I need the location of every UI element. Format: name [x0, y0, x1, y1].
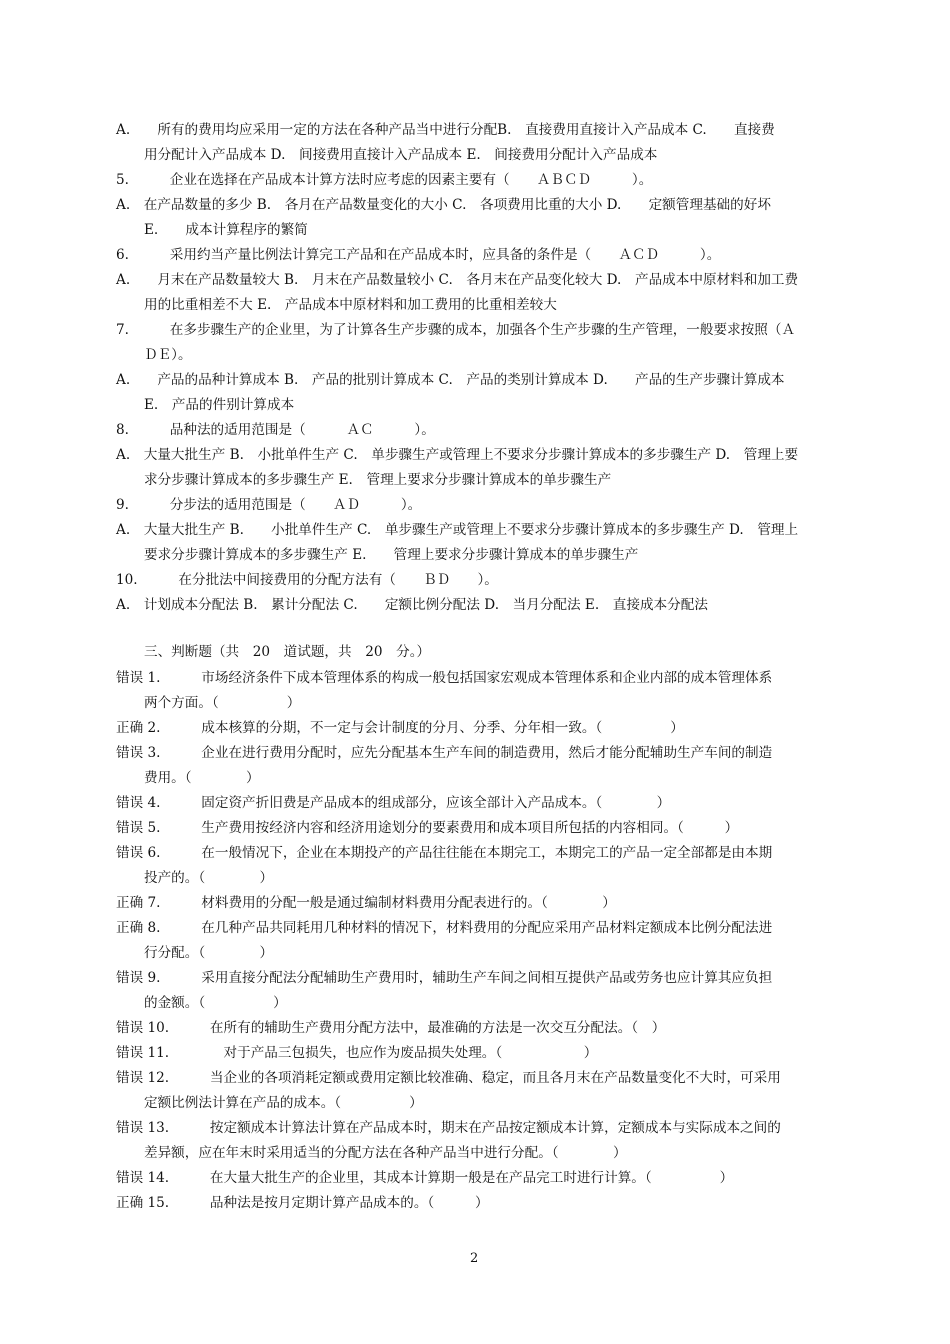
text-line: 行分配。（ ）: [144, 945, 274, 961]
text-line: 5. 企业在选择在产品成本计算方法时应考虑的因素主要有（ ＡＢＣＤ ）。: [116, 172, 653, 188]
text-line: 错误 13. 按定额成本计算法计算在产品成本时，期末在产品按定额成本计算，定额成本与实际成本之间的: [116, 1120, 781, 1136]
text-line: 错误 9. 采用直接分配法分配辅助生产费用时，辅助生产车间之间相互提供产品或劳务也应计算其应负担: [116, 970, 773, 986]
text-line: A. 大量大批生产 B. 小批单件生产 C. 单步骤生产或管理上不要求分步骤计算成本的多步骤生产 D. 管理上要: [116, 447, 799, 463]
text-line: 投产的。（ ）: [144, 870, 274, 886]
text-line: 错误 1. 市场经济条件下成本管理体系的构成一般包括国家宏观成本管理体系和企业内部的成本管理体系: [116, 670, 773, 686]
text-line: 用的比重相差不大 E. 产品成本中原材料和加工费用的比重相差较大: [144, 297, 557, 313]
text-line: 错误 6. 在一般情况下，企业在本期投产的产品往往能在本期完工，本期完工的产品一定全部都是由本期: [116, 845, 773, 861]
text-line: A. 计划成本分配法 B. 累计分配法 C. 定额比例分配法 D. 当月分配法 E. 直接成本分配法: [116, 597, 708, 613]
text-line: 费用。（ ）: [144, 770, 260, 786]
text-line: 要求分步骤计算成本的多步骤生产 E. 管理上要求分步骤计算成本的单步骤生产: [144, 547, 639, 563]
text-line: E. 产品的件别计算成本: [144, 397, 295, 413]
text-line: A. 大量大批生产 B. 小批单件生产 C. 单步骤生产或管理上不要求分步骤计算成本的多步骤生产 D. 管理上: [116, 522, 799, 538]
text-line: 错误 11. 对于产品三包损失，也应作为废品损失处理。（ ）: [116, 1045, 598, 1061]
text-line: 正确 2. 成本核算的分期，不一定与会计制度的分月、分季、分年相一致。（ ）: [116, 720, 684, 736]
text-line: 两个方面。（ ）: [144, 695, 301, 711]
text-line: 错误 14. 在大量大批生产的企业里，其成本计算期一般是在产品完工时进行计算。（ ）: [116, 1170, 734, 1186]
text-line: 正确 8. 在几种产品共同耗用几种材料的情况下，材料费用的分配应采用产品材料定额成本比例分配法进: [116, 920, 773, 936]
text-line: 7. 在多步骤生产的企业里，为了计算各生产步骤的成本，加强各个生产步骤的生产管理，一般要求按照（Ａ: [116, 322, 796, 338]
text-line: 错误 3. 企业在进行费用分配时，应先分配基本生产车间的制造费用，然后才能分配辅助生产车间的制造: [116, 745, 773, 761]
text-line: 用分配计入产品成本 D. 间接费用直接计入产品成本 E. 间接费用分配计入产品成本: [144, 147, 658, 163]
text-line: 差异额，应在年末时采用适当的分配方法在各种产品当中进行分配。（ ）: [144, 1145, 627, 1161]
text-line: A. 在产品数量的多少 B. 各月在产品数量变化的大小 C. 各项费用比重的大小 D. 定额管理基础的好坏: [116, 197, 771, 213]
text-line: 求分步骤计算成本的多步骤生产 E. 管理上要求分步骤计算成本的单步骤生产: [144, 472, 612, 488]
text-line: 10. 在分批法中间接费用的分配方法有（ ＢＤ ）。: [116, 572, 498, 588]
text-line: 的金额。（ ）: [144, 995, 287, 1011]
text-line: A. 产品的品种计算成本 B. 产品的批别计算成本 C. 产品的类别计算成本 D. 产品的生产步骤计算成本: [116, 372, 785, 388]
text-line: A. 所有的费用均应采用一定的方法在各种产品当中进行分配B. 直接费用直接计入产品成本 C. 直接费: [116, 122, 775, 138]
text-line: 错误 10. 在所有的辅助生产费用分配方法中，最准确的方法是一次交互分配法。（ ）: [116, 1020, 666, 1036]
text-line: 定额比例法计算在产品的成本。（ ）: [144, 1095, 423, 1111]
text-line: 错误 4. 固定资产折旧费是产品成本的组成部分，应该全部计入产品成本。（ ）: [116, 795, 671, 811]
section-heading: 三、判断题（共 20 道试题，共 20 分。）: [144, 644, 431, 660]
text-line: 9. 分步法的适用范围是（ ＡＤ ）。: [116, 497, 422, 513]
text-line: 错误 12. 当企业的各项消耗定额或费用定额比较准确、稳定，而且各月末在产品数量变化不大时，可采用: [116, 1070, 781, 1086]
text-line: 6. 采用约当产量比例法计算完工产品和在产品成本时，应具备的条件是（ ＡＣＤ ）。: [116, 247, 721, 263]
text-line: A. 月末在产品数量较大 B. 月末在产品数量较小 C. 各月末在产品变化较大 D. 产品成本中原材料和加工费: [116, 272, 799, 288]
text-line: ＤＥ）。: [144, 347, 192, 363]
text-line: 正确 7. 材料费用的分配一般是通过编制材料费用分配表进行的。（ ）: [116, 895, 616, 911]
text-line: 8. 品种法的适用范围是（ ＡＣ ）。: [116, 422, 435, 438]
text-line: 正确 15. 品种法是按月定期计算产品成本的。（ ）: [116, 1195, 489, 1211]
text-line: E. 成本计算程序的繁简: [144, 222, 308, 238]
text-line: 错误 5. 生产费用按经济内容和经济用途划分的要素费用和成本项目所包括的内容相同。（ ）: [116, 820, 739, 836]
page-number: 2: [470, 1251, 479, 1266]
